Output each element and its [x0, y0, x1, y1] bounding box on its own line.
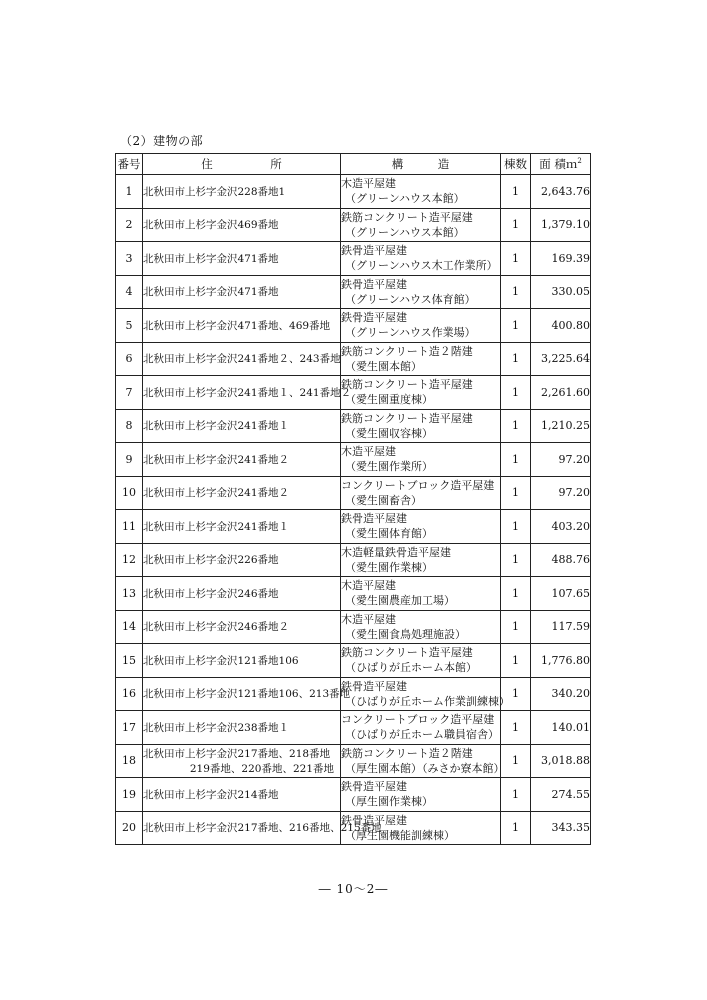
structure-type: 鉄骨造平屋建	[341, 244, 407, 258]
header-structure: 構 造	[341, 154, 501, 175]
structure-type: 鉄骨造平屋建	[341, 780, 407, 794]
table-row	[116, 811, 591, 845]
table-row	[116, 443, 591, 477]
floor-area: 2,261.60	[531, 376, 591, 410]
table-row	[116, 476, 591, 510]
row-number: 11	[116, 510, 143, 544]
table-row	[116, 543, 591, 577]
building-count: 1	[501, 510, 531, 544]
structure-cell	[341, 610, 501, 644]
facility-name: （愛生園本館）	[345, 359, 422, 373]
structure-type: 鉄筋コンクリート造平屋建	[341, 378, 473, 392]
structure-type: 鉄筋コンクリート造２階建	[341, 344, 473, 358]
row-number: 1	[116, 175, 143, 209]
facility-name: （愛生園食鳥処理施設）	[345, 627, 466, 641]
address-line: 北秋田市上杉字金沢241番地１、241番地２	[143, 386, 352, 399]
address-line: 北秋田市上杉字金沢228番地1	[143, 185, 286, 198]
table-header-row	[116, 154, 591, 175]
structure-cell	[341, 309, 501, 343]
facility-name: （厚生園本館）（みさか寮本館）	[345, 761, 505, 775]
facility-name: （ひばりが丘ホーム本館）	[345, 661, 477, 675]
building-count: 1	[501, 275, 531, 309]
row-number: 16	[116, 677, 143, 711]
table-row	[116, 577, 591, 611]
facility-name: （愛生園作業所）	[345, 460, 433, 474]
address-line: 北秋田市上杉字金沢217番地、216番地、215番地	[143, 822, 382, 835]
floor-area: 343.35	[531, 811, 591, 845]
floor-area: 3,225.64	[531, 342, 591, 376]
table-row	[116, 242, 591, 276]
address-line: 北秋田市上杉字金沢238番地１	[143, 721, 290, 734]
address-cell	[143, 409, 341, 443]
structure-cell	[341, 577, 501, 611]
row-number: 10	[116, 476, 143, 510]
address-cell	[143, 242, 341, 276]
address-line: 北秋田市上杉字金沢241番地２	[143, 487, 290, 500]
address-line: 北秋田市上杉字金沢217番地、218番地	[143, 747, 331, 760]
structure-cell	[341, 376, 501, 410]
building-count: 1	[501, 376, 531, 410]
address-line: 北秋田市上杉字金沢241番地２	[143, 453, 290, 466]
address-cell	[143, 711, 341, 745]
building-count: 1	[501, 543, 531, 577]
structure-type: コンクリートブロック造平屋建	[341, 478, 495, 492]
floor-area: 169.39	[531, 242, 591, 276]
table-row	[116, 342, 591, 376]
facility-name: （ひばりが丘ホーム職員宿舎）	[345, 728, 499, 742]
address-cell	[143, 510, 341, 544]
address-line: 北秋田市上杉字金沢471番地	[143, 286, 279, 299]
floor-area: 274.55	[531, 778, 591, 812]
row-number: 3	[116, 242, 143, 276]
structure-cell	[341, 744, 505, 778]
facility-name: （グリーンハウス作業場）	[345, 326, 476, 340]
structure-cell	[341, 811, 501, 845]
floor-area: 107.65	[531, 577, 591, 611]
address-line: 北秋田市上杉字金沢241番地１	[143, 520, 290, 533]
address-line-2: 219番地、220番地、221番地	[189, 762, 334, 775]
header-area-label: 面 積ｍ	[539, 157, 578, 171]
page-number: ― 10～2―	[318, 882, 389, 896]
table-row	[116, 376, 591, 410]
table-body	[116, 175, 591, 845]
table-row	[116, 744, 591, 778]
row-number: 2	[116, 208, 143, 242]
building-count: 1	[501, 811, 531, 845]
building-count: 1	[501, 309, 531, 343]
address-cell	[143, 543, 341, 577]
address-cell	[143, 644, 341, 678]
structure-type: 鉄骨造平屋建	[341, 512, 407, 526]
address-cell	[143, 744, 341, 778]
row-number: 6	[116, 342, 143, 376]
structure-cell	[341, 543, 501, 577]
facility-name: （グリーンハウス本館）	[345, 192, 465, 206]
address-cell	[143, 275, 341, 309]
building-count: 1	[501, 610, 531, 644]
table-row	[116, 309, 591, 343]
building-count: 1	[501, 242, 531, 276]
building-count: 1	[501, 577, 531, 611]
structure-cell	[341, 476, 501, 510]
address-line: 北秋田市上杉字金沢214番地	[143, 788, 279, 801]
row-number: 12	[116, 543, 143, 577]
row-number: 7	[116, 376, 143, 410]
structure-type: 鉄筋コンクリート造２階建	[341, 746, 473, 760]
structure-type: 鉄筋コンクリート造平屋建	[341, 210, 473, 224]
floor-area: 1,776.80	[531, 644, 591, 678]
structure-cell	[341, 510, 501, 544]
table-row	[116, 778, 591, 812]
building-count: 1	[501, 175, 531, 209]
floor-area: 1,210.25	[531, 409, 591, 443]
address-cell	[143, 175, 341, 209]
structure-cell	[341, 208, 501, 242]
row-number: 5	[116, 309, 143, 343]
structure-cell	[341, 409, 501, 443]
structure-type: 鉄筋コンクリート造平屋建	[341, 646, 473, 660]
header-address: 住 所	[143, 154, 341, 175]
row-number: 14	[116, 610, 143, 644]
row-number: 17	[116, 711, 143, 745]
facility-name: （厚生園機能訓練棟）	[345, 828, 455, 842]
floor-area: 117.59	[531, 610, 591, 644]
facility-name: （愛生園作業棟）	[345, 560, 433, 574]
header-count: 棟数	[501, 154, 531, 175]
address-cell	[143, 443, 341, 477]
address-cell	[143, 309, 341, 343]
address-cell	[143, 610, 341, 644]
facility-name: （厚生園作業棟）	[345, 795, 433, 809]
header-no: 番号	[116, 154, 143, 175]
structure-cell	[341, 275, 501, 309]
facility-name: （愛生園農産加工場）	[345, 594, 455, 608]
facility-name: （愛生園畜舎）	[345, 493, 422, 507]
section-title: （2）建物の部	[120, 134, 204, 148]
structure-cell	[341, 443, 501, 477]
structure-cell	[341, 778, 501, 812]
building-count: 1	[501, 208, 531, 242]
table-row	[116, 275, 591, 309]
structure-cell	[341, 242, 501, 276]
address-cell	[143, 376, 352, 410]
building-count: 1	[501, 677, 531, 711]
header-area	[531, 154, 591, 175]
address-line: 北秋田市上杉字金沢241番地１	[143, 420, 290, 433]
table-row	[116, 510, 591, 544]
address-line: 北秋田市上杉字金沢471番地	[143, 252, 279, 265]
structure-type: 木造軽量鉄骨造平屋建	[341, 545, 451, 559]
address-cell	[143, 476, 341, 510]
structure-cell	[341, 644, 501, 678]
floor-area: 400.80	[531, 309, 591, 343]
structure-type: 木造平屋建	[341, 177, 396, 191]
structure-type: 木造平屋建	[341, 579, 396, 593]
facility-name: （グリーンハウス木工作業所）	[345, 259, 498, 273]
address-line: 北秋田市上杉字金沢226番地	[143, 554, 279, 567]
floor-area: 488.76	[531, 543, 591, 577]
facility-name: （グリーンハウス体育館）	[345, 292, 476, 306]
building-count: 1	[501, 342, 531, 376]
facility-name: （愛生園体育館）	[345, 527, 433, 541]
floor-area: 330.05	[531, 275, 591, 309]
table-row	[116, 644, 591, 678]
address-line: 北秋田市上杉字金沢121番地106、213番地	[143, 688, 351, 701]
address-line: 北秋田市上杉字金沢246番地２	[143, 621, 290, 634]
address-line: 北秋田市上杉字金沢469番地	[143, 219, 279, 232]
structure-type: 木造平屋建	[341, 612, 396, 626]
structure-cell	[341, 175, 501, 209]
floor-area: 140.01	[531, 711, 591, 745]
floor-area: 2,643.76	[531, 175, 591, 209]
row-number: 20	[116, 811, 143, 845]
row-number: 15	[116, 644, 143, 678]
facility-name: （グリーンハウス本館）	[345, 225, 465, 239]
buildings-table	[115, 153, 591, 845]
table-row	[116, 711, 591, 745]
floor-area: 403.20	[531, 510, 591, 544]
row-number: 4	[116, 275, 143, 309]
structure-type: 鉄骨造平屋建	[341, 277, 407, 291]
address-cell	[143, 778, 341, 812]
table-row	[116, 208, 591, 242]
structure-type: 鉄骨造平屋建	[341, 311, 407, 325]
facility-name: （ひばりが丘ホーム作業訓練棟）	[345, 694, 510, 708]
building-count: 1	[501, 644, 531, 678]
structure-type: 鉄骨造平屋建	[341, 679, 407, 693]
address-line: 北秋田市上杉字金沢241番地２、243番地	[143, 353, 341, 366]
floor-area: 340.20	[531, 677, 591, 711]
floor-area: 1,379.10	[531, 208, 591, 242]
row-number: 8	[116, 409, 143, 443]
building-count: 1	[501, 778, 531, 812]
address-cell	[143, 208, 341, 242]
address-cell	[143, 342, 341, 376]
address-cell	[143, 577, 341, 611]
structure-type: 木造平屋建	[341, 445, 396, 459]
facility-name: （愛生園収容棟）	[345, 426, 433, 440]
table-row	[116, 409, 591, 443]
table-row	[116, 677, 591, 711]
row-number: 19	[116, 778, 143, 812]
header-area-unit: 2	[577, 157, 582, 166]
row-number: 9	[116, 443, 143, 477]
row-number: 18	[116, 744, 143, 778]
table-row	[116, 610, 591, 644]
row-number: 13	[116, 577, 143, 611]
facility-name: （愛生園重度棟）	[345, 393, 433, 407]
structure-type: コンクリートブロック造平屋建	[341, 713, 495, 727]
building-count: 1	[501, 711, 531, 745]
building-count: 1	[501, 443, 531, 477]
address-line: 北秋田市上杉字金沢246番地	[143, 587, 279, 600]
structure-type: 鉄骨造平屋建	[341, 813, 407, 827]
structure-cell	[341, 711, 501, 745]
structure-type: 鉄筋コンクリート造平屋建	[341, 411, 473, 425]
address-cell	[143, 677, 351, 711]
floor-area: 97.20	[531, 476, 591, 510]
table-row	[116, 175, 591, 209]
building-count: 1	[501, 476, 531, 510]
address-line: 北秋田市上杉字金沢121番地106	[143, 654, 299, 667]
building-count: 1	[501, 744, 531, 778]
floor-area: 3,018.88	[531, 744, 591, 778]
structure-cell	[341, 677, 510, 711]
building-count: 1	[501, 409, 531, 443]
structure-cell	[341, 342, 501, 376]
address-line: 北秋田市上杉字金沢471番地、469番地	[143, 319, 331, 332]
floor-area: 97.20	[531, 443, 591, 477]
